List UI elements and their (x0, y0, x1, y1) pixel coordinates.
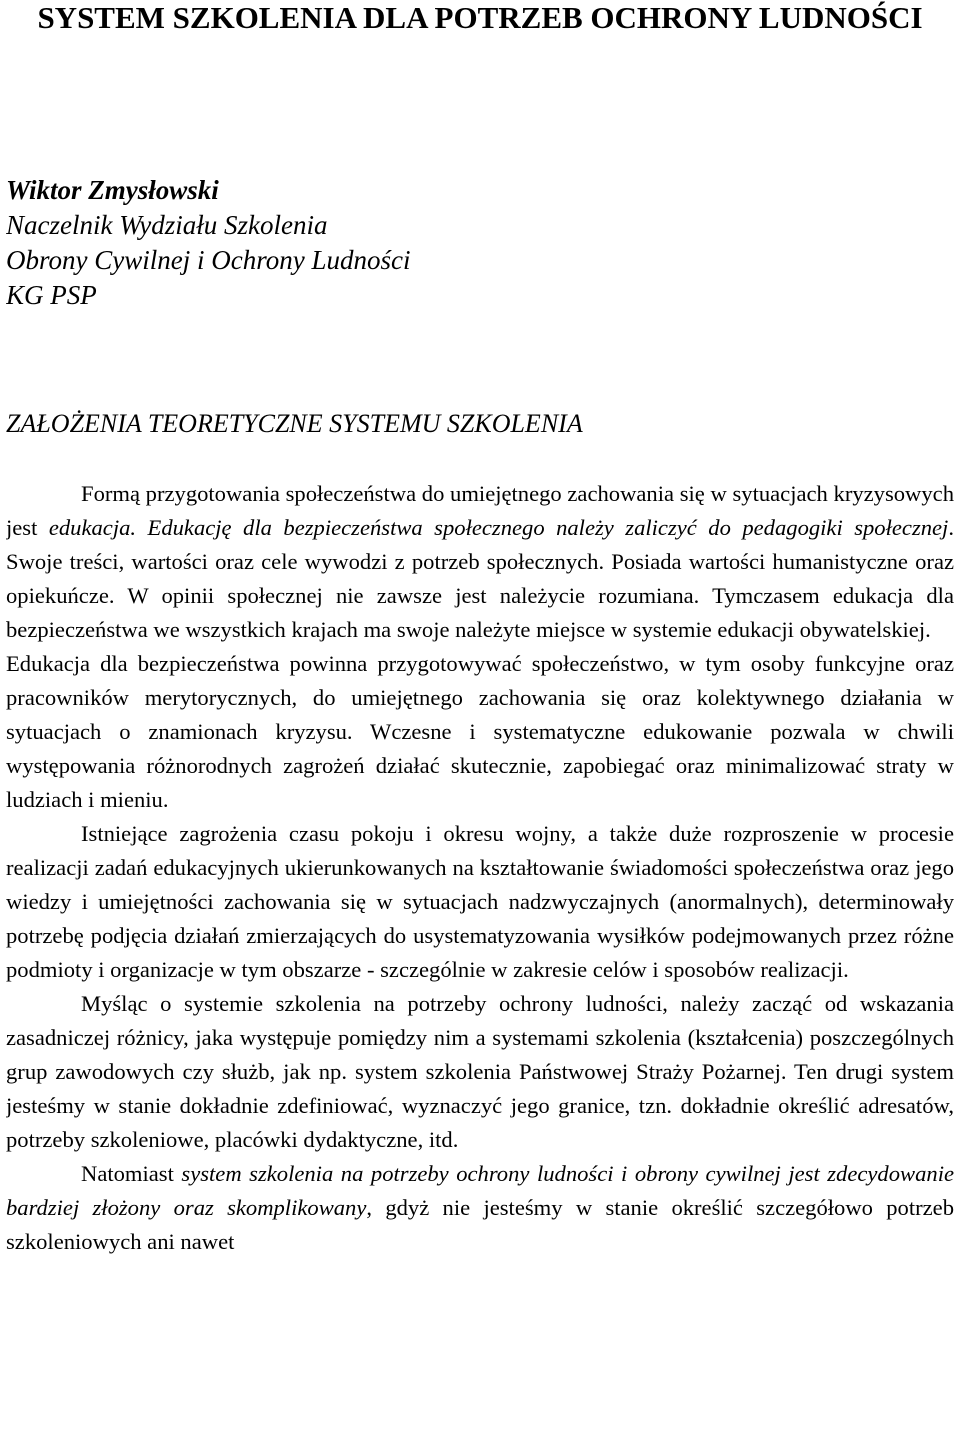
paragraph-2: Edukacja dla bezpieczeństwa powinna przygotowywać społeczeństwo, w tym osoby funkcyjne oraz pracowników merytorycznych, do umiejętnego zachowania się oraz kolektywnego działania w sytuacjach o znamionach kryzysu. Wczesne i systematyczne edukowanie pozwala w chwili występowania różnorodnych zagrożeń działać skutecznie, zapobiegać oraz minimalizować straty w ludziach i mieniu. (6, 651, 954, 812)
paragraph-3: Istniejące zagrożenia czasu pokoju i okresu wojny, a także duże rozproszenie w procesie realizacji zadań edukacyjnych ukierunkowanych na kształtowanie świadomości społeczeństwa oraz jego wiedzy i umiejętności zachowania się w sytuacjach nadzwyczajnych (anormalnych), determinowały potrzebę podjęcia działań zmierzających do usystematyzowania wysiłków podejmowanych przez różne podmioty i organizacje w tym obszarze - szczególnie w zakresie celów i sposobów realizacji. (6, 821, 954, 982)
author-position-line-2: Obrony Cywilnej i Ochrony Ludności (6, 245, 411, 275)
paragraph-5-italic: system szkolenia na potrzeby ochrony ludności i obrony cywilnej jest zdecydowanie bardziej złożony oraz skomplikowany (6, 1161, 954, 1220)
document-page (6, 0, 954, 1456)
author-position-line-1: Naczelnik Wydziału Szkolenia (6, 210, 328, 240)
author-name: Wiktor Zmysłowski (6, 175, 219, 205)
paragraph-1-text-a: Formą przygotowania społeczeństwa do umiejętnego zachowania się w sytuacjach kryzysowych jest (6, 481, 954, 540)
paragraph-5-text-b: , gdyż nie jesteśmy w stanie określić szczegółowo potrzeb szkoleniowych ani nawet (6, 1195, 954, 1254)
paragraph-1 (6, 477, 954, 647)
paragraph-4: Myśląc o systemie szkolenia na potrzeby ochrony ludności, należy zacząć od wskazania zasadniczej różnicy, jaka występuje pomiędzy nim a systemami szkolenia (kształcenia) poszczególnych grup zawodowych czy służb, jak np. system szkolenia Państwowej Straży Pożarnej. Ten drugi system jesteśmy w stanie dokładnie zdefiniować, wyznaczyć jego granice, tzn. dokładnie określić adresatów, potrzeby szkoleniowe, placówki dydaktyczne, itd. (6, 991, 954, 1152)
author-block (6, 173, 954, 313)
paragraph-1-text-b: . Swoje treści, wartości oraz cele wywodzi z potrzeb społecznych. Posiada wartości humanistyczne oraz opiekuńcze. W opinii społecznej nie zawsze jest należycie rozumiana. Tymczasem edukacja dla bezpieczeństwa we wszystkich krajach ma swoje należyte miejsce w systemie edukacji obywatelskiej. (6, 515, 954, 642)
paragraph-5 (6, 1157, 954, 1259)
author-organization: KG PSP (6, 280, 97, 310)
paragraph-5-text-a: Natomiast (81, 1161, 182, 1186)
section-heading: ZAŁOŻENIA TEORETYCZNE SYSTEMU SZKOLENIA (6, 409, 583, 438)
document-body (6, 477, 954, 1259)
paragraph-1-italic: edukacja. Edukację dla bezpieczeństwa społecznego należy zaliczyć do pedagogiki społecznej (48, 515, 949, 540)
document-title: SYSTEM SZKOLENIA DLA POTRZEB OCHRONY LUDNOŚCI (37, 0, 923, 35)
